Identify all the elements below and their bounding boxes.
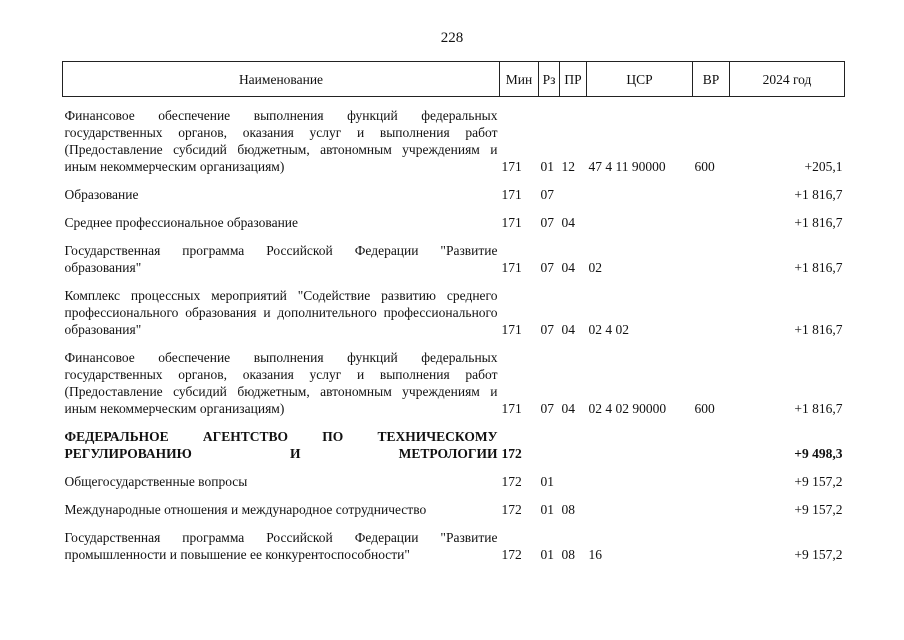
cell-rz: 01 [540,474,554,489]
header-amount: 2024 год [730,62,845,97]
cell-csr [587,490,693,518]
page-number: 228 [440,30,464,46]
cell-min: 171 [501,215,522,230]
cell-vr [693,417,730,462]
cell-vr: 600 [694,401,715,416]
table-row [63,338,845,417]
budget-table [62,61,845,563]
cell-vr [693,175,730,203]
cell-min: 171 [501,159,522,174]
table-row [63,417,845,462]
cell-amount: +1 816,7 [794,187,843,202]
header-rz: Рз [539,62,560,97]
cell-csr [587,203,693,231]
cell-rz: 07 [540,322,554,337]
cell-min: 171 [501,322,522,337]
cell-name: Государственная программа Российской Федерации "Развитие промышленности и повышение ее конкурентоспособности" [64,530,498,562]
cell-min: 172 [501,547,522,562]
cell-vr: 600 [694,159,715,174]
cell-name: Среднее профессиональное образование [64,215,299,230]
cell-name: Государственная программа Российской Федерации "Развитие образования" [64,243,498,275]
cell-amount: +9 157,2 [794,474,843,489]
cell-min: 172 [501,446,522,461]
header-vr: ВР [693,62,730,97]
cell-rz: 01 [540,547,554,562]
cell-min: 171 [501,260,522,275]
cell-pr: 08 [561,547,575,562]
cell-pr: 04 [561,401,575,416]
cell-pr: 08 [561,502,575,517]
cell-min: 171 [501,187,522,202]
cell-amount: +9 157,2 [794,547,843,562]
cell-rz: 01 [540,159,554,174]
cell-min: 172 [501,474,522,489]
header-csr: ЦСР [587,62,693,97]
cell-vr [693,276,730,338]
cell-min: 172 [501,502,522,517]
cell-csr: 47 4 11 90000 [588,159,666,174]
cell-vr [693,490,730,518]
cell-amount: +1 816,7 [794,322,843,337]
cell-amount: +1 816,7 [794,260,843,275]
table-row [63,490,845,518]
table-row [63,231,845,276]
header-name: Наименование [63,62,500,97]
table-row [63,107,845,175]
cell-pr: 04 [561,260,575,275]
cell-rz: 07 [540,260,554,275]
table-row [63,518,845,563]
cell-amount: +9 498,3 [794,446,843,461]
cell-csr [587,417,693,462]
table-row [63,462,845,490]
cell-rz [539,417,560,462]
cell-csr: 02 4 02 90000 [588,401,667,416]
table-row [63,276,845,338]
cell-rz: 07 [540,215,554,230]
cell-vr [693,518,730,563]
cell-pr: 04 [561,322,575,337]
cell-pr [560,417,587,462]
cell-vr [693,462,730,490]
cell-vr [693,231,730,276]
cell-name: Международные отношения и международное сотрудничество [64,502,427,517]
cell-name: ФЕДЕРАЛЬНОЕ АГЕНТСТВО ПО ТЕХНИЧЕСКОМУ РЕГУЛИРОВАНИЮ И МЕТРОЛОГИИ [64,429,498,461]
table-body [63,97,845,564]
cell-name: Образование [64,187,139,202]
cell-rz: 07 [540,401,554,416]
cell-amount: +1 816,7 [794,215,843,230]
cell-name: Финансовое обеспечение выполнения функций федеральных государственных органов, оказания услуг и выполнения работ (Предоставление субсидий бюджетным, автономным учреждениям и иным некоммерческим организациям) [64,108,498,174]
header-min: Мин [500,62,539,97]
cell-rz: 07 [540,187,554,202]
cell-csr: 02 4 02 [588,322,629,337]
cell-min: 171 [501,401,522,416]
cell-name: Общегосударственные вопросы [64,474,248,489]
cell-vr [693,203,730,231]
cell-csr: 02 [588,260,602,275]
cell-pr [560,175,587,203]
cell-pr: 04 [561,215,575,230]
cell-amount: +9 157,2 [794,502,843,517]
cell-amount: +1 816,7 [794,401,843,416]
cell-amount: +205,1 [804,159,843,174]
cell-csr [587,462,693,490]
cell-pr: 12 [561,159,575,174]
cell-rz: 01 [540,502,554,517]
table-row [63,203,845,231]
table-header-row [63,62,845,97]
table-row [63,175,845,203]
cell-name: Комплекс процессных мероприятий "Содействие развитию среднего профессионального образования и дополнительного профессионального образования" [64,288,498,337]
cell-csr: 16 [588,547,602,562]
header-pr: ПР [560,62,587,97]
cell-csr [587,175,693,203]
cell-pr [560,462,587,490]
cell-name: Финансовое обеспечение выполнения функций федеральных государственных органов, оказания услуг и выполнения работ (Предоставление субсидий бюджетным, автономным учреждениям и иным некоммерческим организациям) [64,350,498,416]
